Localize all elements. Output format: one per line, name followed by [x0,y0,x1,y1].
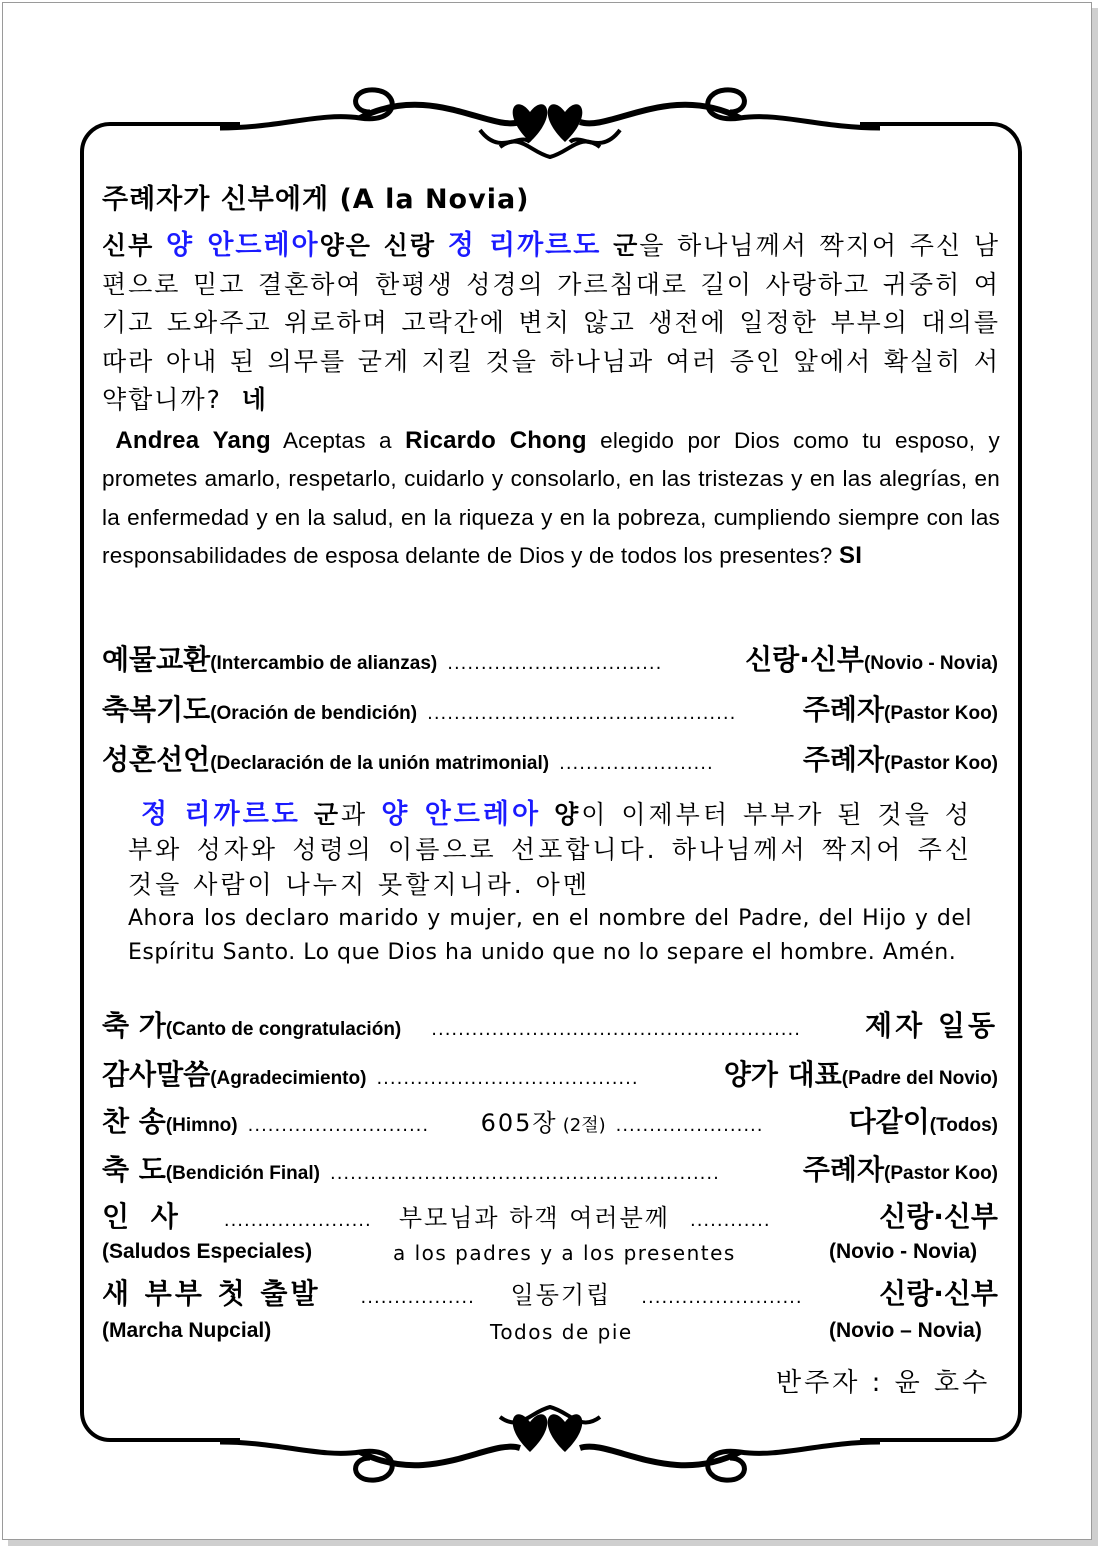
item-kr: 새 부부 첫 출발 [102,1277,321,1310]
leader-dots: ...................... [223,1210,372,1231]
program-row-march [102,1272,998,1312]
item-es: (Declaración de la unión matrimonial) [210,753,550,774]
item-es: (Oración de bendición) [210,703,418,724]
program-row-blessing [102,688,998,728]
leader-dots: .......................................................... [329,1163,720,1184]
leader-dots: ................. [360,1287,475,1308]
performer-es: (Novio - Novia) [863,653,998,674]
declaration-text-kr: 이 이제부터 부부가 된 것을 성부와 성자와 성령의 이름으로 선포합니다. 하나님께서 짝지어 주신 것을 사람이 나누지 못할지니라. 아멘 [128,800,973,899]
vow-spanish [102,422,1000,576]
performer-es: (Pastor Koo) [884,753,998,774]
performer-kr: 신랑·신부 [879,1277,998,1310]
bride-suffix: 양 [554,800,582,829]
performer-es: (Todos) [929,1115,999,1136]
declaration-block [128,797,972,969]
groom-title: 신랑 [383,231,437,260]
leader-dots: ...................... [615,1115,764,1136]
leader-dots: ....................................................... [431,1019,801,1040]
item-es: (Agradecimiento) [210,1068,367,1089]
item-kr: 축 도 [102,1153,166,1186]
declaration-spanish: Ahora los declaro marido y mujer, en el nombre del Padre, del Hijo y del Espíritu Santo. Lo que Dios ha unido que no lo separe el hombre. Amén. [128,906,972,965]
program-row-rings [102,638,998,678]
leader-dots: ................................ [447,653,663,674]
leader-dots: ....................................... [376,1068,639,1089]
leader-dots: ............ [689,1210,771,1231]
section-title: 주례자가 신부에게 (A la Novia) [102,184,530,215]
accompanist: 반주자 : 윤 호수 [776,1368,991,1398]
program-row-thanks [102,1053,998,1093]
performer-kr: 다같이 [848,1105,930,1138]
groom-name-kr: 정 리까르도 [141,799,301,830]
greeting-es: (Saludos Especiales) [102,1240,313,1263]
groom-name-kr: 정 리까르도 [447,230,602,261]
greeting-target-kr: 부모님과 하객 여러분께 [398,1204,670,1232]
bottom-ornament [200,1392,900,1502]
vow-text-es-2: elegido por Dios como tu esposo, y prometes amarlo, respetarlo, cuidarlo y consolarlo, en las tristezas y en las alegrías, en la enfermedad y en la salud, en la riqueza y en la pobreza, cumpliendo siempre con las responsabilidades de esposa delante de Dios y de todos los presentes? [102,427,1000,568]
march-instruction-kr: 일동기립 [510,1281,612,1309]
vow-korean [102,227,1000,420]
program-row-hymn [102,1100,998,1140]
leader-dots: .............................................. [427,703,737,724]
vow-text-es-1: Aceptas a [282,427,392,453]
bride-name-es: Andrea Yang [115,426,271,454]
bride-suffix: 양은 [319,231,372,260]
program-row-benediction [102,1148,998,1188]
hymn-number: 605장 [480,1109,558,1137]
item-kr: 축 가 [102,1009,166,1042]
item-kr: 감사말씀 [102,1058,211,1091]
item-kr: 예물교환 [102,643,211,676]
item-kr: 축복기도 [102,693,211,726]
performer-kr: 신랑·신부 [879,1200,998,1233]
performer-es: (Padre del Novio) [841,1068,998,1089]
vow-answer-es: SI [838,542,863,569]
bride-title: 신부 [102,231,155,260]
top-ornament [200,72,900,182]
program-row-greeting [102,1195,998,1235]
item-es: (Himno) [165,1115,238,1136]
bride-name-kr: 양 안드레아 [166,230,320,261]
leader-dots: ........................ [641,1287,803,1308]
conjunction: 과 [341,800,369,829]
hymn-verse: (2절) [562,1115,606,1136]
greeting-performer-es: (Novio - Novia) [829,1240,978,1263]
leader-dots: ........................... [247,1115,430,1136]
item-es: (Bendición Final) [165,1163,320,1184]
item-es: (Intercambio de alianzas) [210,653,438,674]
performer-kr: 주례자 [802,743,884,776]
performer-kr: 주례자 [802,693,884,726]
leader-dots: ....................... [559,753,714,774]
march-instruction-es: Todos de pie [490,1320,633,1344]
program-row-song [102,1004,998,1044]
performer-kr: 주례자 [802,1153,884,1186]
item-kr: 성혼선언 [102,743,211,776]
program-content [102,175,1000,576]
declaration-korean [128,797,972,902]
performer-kr: 양가 대표 [723,1058,842,1091]
groom-suffix: 군 [613,231,640,260]
program-row-declaration [102,738,998,778]
performer-es: (Pastor Koo) [884,1163,998,1184]
march-es: (Marcha Nupcial) [102,1319,272,1342]
vow-text-kr: 을 하나님께서 짝지어 주신 남편으로 믿고 결혼하여 한평생 성경의 가르침대로 길이 사랑하고 귀중히 여기고 도와주고 위로하며 고락간에 변치 않고 생전에 일정한 부부의 대의를 따라 아내 된 의무를 굳게 지킬 것을 하나님과 여러 증인 앞에서 확실히 서약합니까? [102,231,1000,414]
groom-name-es: Ricardo Chong [405,426,587,454]
item-kr: 찬 송 [102,1105,166,1138]
item-es: (Canto de congratulación) [165,1019,402,1040]
performer-es: (Pastor Koo) [884,703,998,724]
item-kr: 인 사 [102,1200,184,1233]
groom-suffix: 군 [313,800,342,829]
performer-kr: 신랑·신부 [745,643,864,676]
greeting-target-es: a los padres y a los presentes [393,1241,736,1265]
bride-name-kr: 양 안드레아 [381,799,542,830]
performer-kr: 제자 일동 [865,1009,998,1042]
vow-answer-kr: 네 [241,385,268,414]
march-performer-es: (Novio – Novia) [829,1319,982,1342]
